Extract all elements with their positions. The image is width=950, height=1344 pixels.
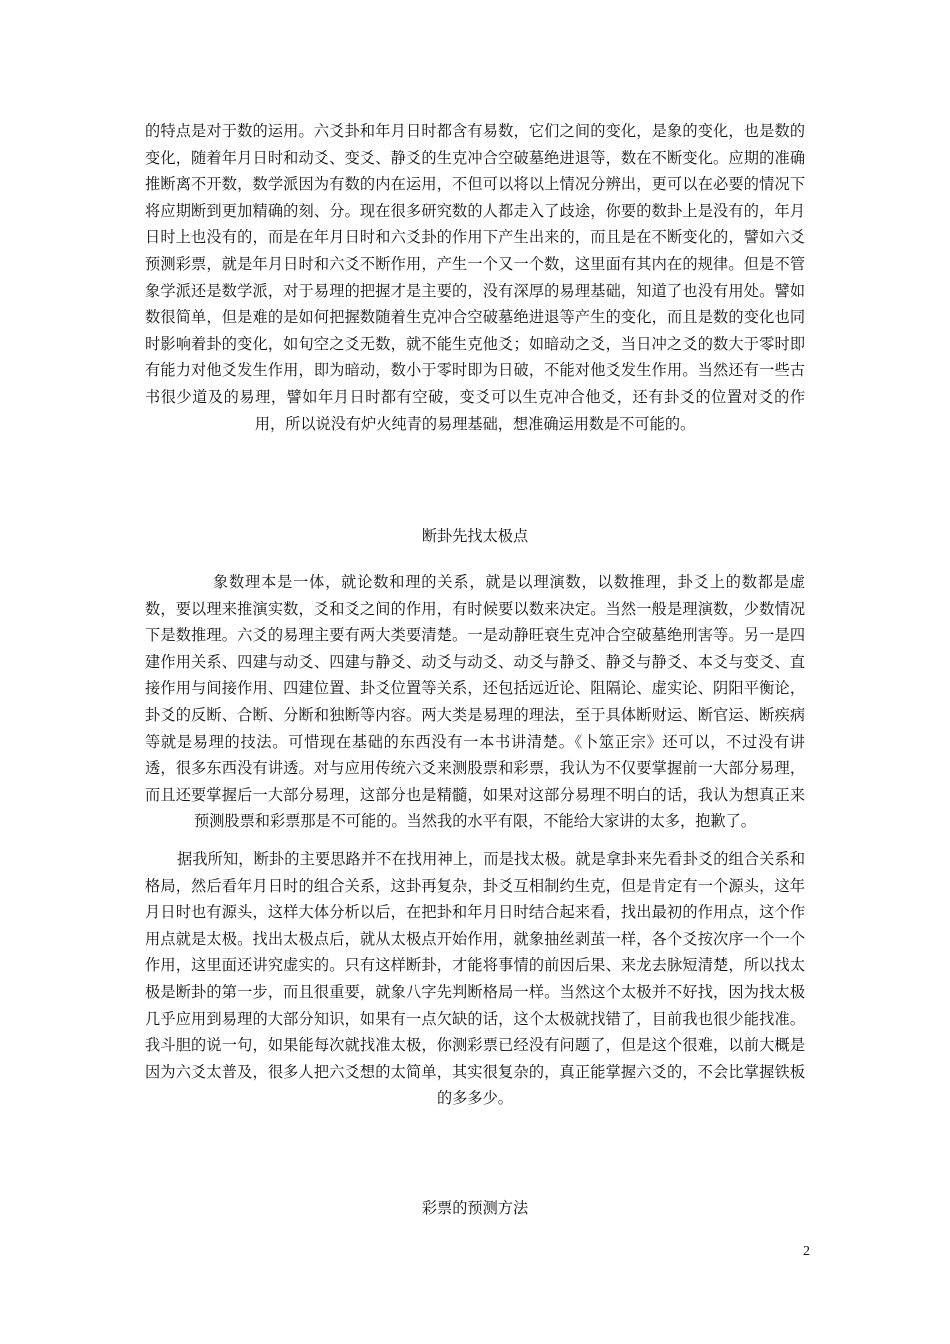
paragraph-find-taiji: 据我所知，断卦的主要思路并不在找用神上，而是找太极。就是拿卦来先看卦爻的组合关系和格局，然后看年月日时的组合关系，这卦再复杂，卦爻互相制约生克，但是肯定有一个源头，这年月日时也有源头，这样大体分析以后，在把卦和年月日时结合起来看，找出最初的作用点，这个作用点就是太极。找出太极点后，就从太极点开始作用，就象抽丝剥茧一样，各个爻按次序一个一个作用，这里面还讲究虚实的。只有这样断卦，才能将事情的前因后果、来龙去脉短清楚，所以找太极是断卦的第一步，而且很重要，就象八字先判断格局一样。当然这个太极并不好找，因为找太极几乎应用到易理的大部分知识，如果有一点欠缺的话，这个太极就找错了，目前我也很少能找准。我斗胆的说一句，如果能每次就找准太极，你测彩票已经没有问题了，但是这个很难，以前大概是因为六爻太普及，很多人把六爻想的太简单，其实很复杂的，真正能掌握六爻的，不会比掌握铁板的多多少。 — [145, 850, 805, 1108]
paragraph-xiang-shu-li: 象数理本是一体，就论数和理的关系，就是以理演数，以数推理，卦爻上的数都是虚数，要以理来推演实数，爻和爻之间的作用，有时候要以数来决定。当然一般是理演数，少数情况下是数推理。六爻的易理主要有两大类要清楚。一是动静旺衰生克冲合空破墓绝刑害等。另一是四建作用关系、四建与动爻、四建与静爻、动爻与动爻、动爻与静爻、静爻与静爻、本爻与变爻、直接作用与间接作用、四建位置、卦爻位置等关系，还包括远近论、阻隔论、虚实论、阴阳平衡论，卦爻的反断、合断、分断和独断等内容。两大类是易理的理法，至于具体断财运、断官运、断疾病等就是易理的技法。可惜现在基础的东西没有一本书讲清楚。《卜筮正宗》还可以，不过没有讲透，很多东西没有讲透。对与应用传统六爻来测股票和彩票，我认为不仅要掌握前一大部分易理，而且还要掌握后一大部分易理，这部分也是精髓，如果对这部分易理不明白的话，我认为想真正来预测股票和彩票那是不可能的。当然我的水平有限，不能给大家讲的太多，抱歉了。 — [145, 573, 805, 831]
page-number: 2 — [803, 1244, 810, 1259]
section-heading-taiji-point: 断卦先找太极点 — [421, 527, 529, 545]
paragraph-numbers-and-yili: 的特点是对于数的运用。六爻卦和年月日时都含有易数，它们之间的变化，是象的变化，也是数的变化，随着年月日时和动爻、变爻、静爻的生克冲合空破墓绝进退等，数在不断变化。应期的准确推断离不开数，数学派因为有数的内在运用，不但可以将以上情况分辨出，更可以在必要的情况下将应期断到更加精确的刻、分。现在很多研究数的人都走入了歧途，你要的数卦上是没有的，年月日时上也没有的，而是在年月日时和六爻卦的作用下产生出来的，而且是在不断变化的，譬如六爻预测彩票，就是年月日时和六爻不断作用，产生一个又一个数，这里面有其内在的规律。但是不管象学派还是数学派，对于易理的把握才是主要的，没有深厚的易理基础，知道了也没有用处。譬如数很简单，但是难的是如何把握数随着生克冲合空破墓绝进退等产生的变化，而且是数的变化也同时影响着卦的变化，如旬空之爻无数，就不能生克他爻；如暗动之爻，当日冲之爻的数大于零时即有能力对他爻发生作用，即为暗动，数小于零时即为日破，不能对他爻发生作用。当然还有一些古书很少道及的易理，譬如年月日时都有空破，变爻可以生克冲合他爻，还有卦爻的位置对爻的作用，所以说没有炉火纯青的易理基础，想准确运用数是不可能的。 — [145, 122, 805, 433]
section-heading-lottery-method: 彩票的预测方法 — [421, 1199, 529, 1217]
